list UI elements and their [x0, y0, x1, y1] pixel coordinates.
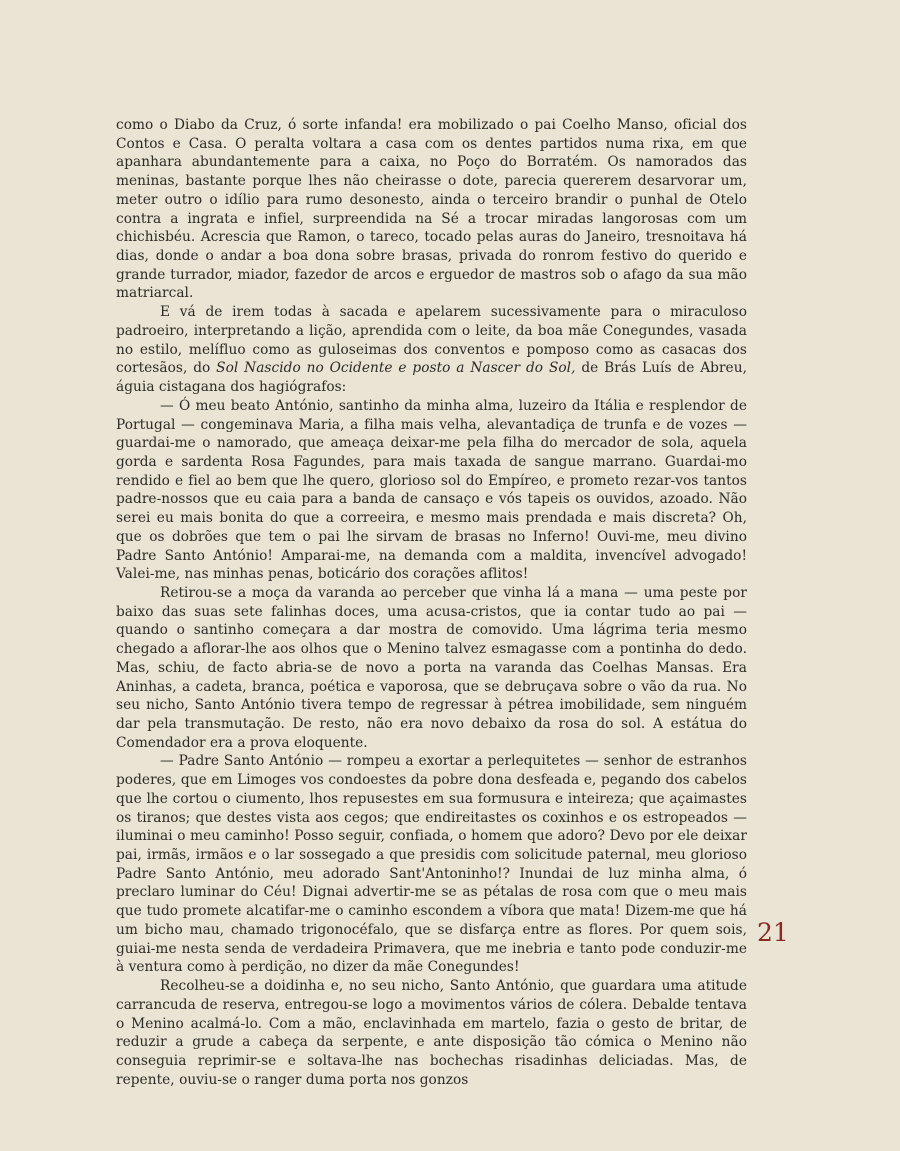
paragraph-1: como o Diabo da Cruz, ó sorte infanda! era mobilizado o pai Coelho Manso, oficial dos Contos e Casa. O peralta voltara a casa com os dentes partidos numa rixa, em que apanhara abundantemente para a caixa, no Poço do Borratém. Os namorados das meninas, bastante porque lhes não cheirasse o dote, parecia quererem desarvorar um, meter outro o idílio para rumo desonesto, ainda o terceiro brandir o punhal de Otelo contra a ingrata e infiel, surpreendida na Sé a trocar miradas langorosas com um chichisbéu. Acrescia que Ramon, o tareco, tocado pelas auras do Janeiro, tresnoitava há dias, donde o andar a boa dona sobre brasas, privada do ronrom festivo do querido e grande turrador, miador, fazedor de arcos e erguedor de mastros sob o afago da sua mão matriarcal. [116, 117, 747, 302]
book-title-italic: Sol Nascido no Ocidente e posto a Nascer do Sol, [216, 360, 576, 377]
paragraph-6: Recolheu-se a doidinha e, no seu nicho, Santo António, que guardara uma atitude carrancuda de reserva, entregou-se logo a movimentos vários de cólera. Debalde tentava o Menino acalmá-lo. Com a mão, enclavinhada em martelo, fazia o gesto de britar, de reduzir a grude a cabeça da serpente, e ante disposição tão cómica o Menino não conseguia reprimir-se e soltava-lhe nas bochechas risadinhas deliciadas. Mas, de repente, ouviu-se o ranger duma porta nos gonzos [116, 978, 747, 1088]
paragraph-2-end: de Brás Luís de Abreu, águia cistagana dos hagiógrafos: [116, 360, 747, 396]
page-number: 21 [757, 918, 789, 947]
body-text [116, 116, 747, 1089]
paragraph-2-start: E vá de irem todas à sacada e apelarem sucessivamente para o miraculoso padroeiro, interpretando a lição, aprendida com o leite, da boa mãe Conegundes, vasada no estilo, melífluo como as guloseimas dos conventos e pomposo como as casacas dos cortesãos, do [116, 304, 747, 377]
paragraph-2 [116, 303, 747, 397]
paragraph-3: — Ó meu beato António, santinho da minha alma, luzeiro da Itália e resplendor de Portugal — congeminava Maria, a filha mais velha, alevantadiça de trunfa e de vozes — guardai-me o namorado, que ameaça deixar-me pela filha do mercador de sola, aquela gorda e sardenta Rosa Fagundes, para mais taxada de sangue marrano. Guardai-mo rendido e fiel ao bem que lhe quero, glorioso sol do Empíreo, e prometo rezar-vos tantos padre-nossos que eu caia para a banda de cansaço e vós tapeis os ouvidos, azoado. Não serei eu mais bonita do que a correeira, e mesmo mais prendada e mais discreta? Oh, que os dobrões que tem o pai lhe sirvam de brasas no Inferno! Ouvi-me, meu divino Padre Santo António! Amparai-me, na demanda com a maldita, invencível advogado! Valei-me, nas minhas penas, boticário dos corações aflitos! [116, 397, 747, 583]
paragraph-4: Retirou-se a moça da varanda ao perceber que vinha lá a mana — uma peste por baixo das suas sete falinhas doces, uma acusa-cristos, que ia contar tudo ao pai — quando o santinho começara a dar mostra de comovido. Uma lágrima teria mesmo chegado a aflorar-lhe aos olhos que o Menino talvez esmagasse com a pontinha do dedo. Mas, schiu, de facto abria-se de novo a porta na varanda das Coelhas Mansas. Era Aninhas, a cadeta, branca, poética e vaporosa, que se debruçava sobre o vão da rua. No seu nicho, Santo António tivera tempo de regressar à pétrea imobilidade, sem ninguém dar pela transmutação. De resto, não era novo debaixo da rosa do sol. A estátua do Comendador era a prova eloquente. [116, 584, 747, 751]
paragraph-5: — Padre Santo António — rompeu a exortar a perlequitetes — senhor de estranhos poderes, que em Limoges vos condoestes da pobre dona desfeada e, pegando dos cabelos que lhe cortou o ciumento, lhos repusestes em sua formusura e inteireza; que açaimastes os tiranos; que destes vista aos cegos; que endireitastes os coxinhos e os estropeados — iluminai o meu caminho! Posso seguir, confiada, o homem que adoro? Devo por ele deixar pai, irmãs, irmãos e o lar sossegado a que presidis com solicitude paternal, meu glorioso Padre Santo António, meu adorado Sant'Antoninho!? Inundai de luz minha alma, ó preclaro luminar do Céu! Dignai advertir-me se as pétalas de rosa com que o meu mais que tudo promete alcatifar-me o caminho escondem a víbora que mata! Dizem-me que há um bicho mau, chamado trigonocéfalo, que se disfarça entre as flores. Por quem sois, guiai-me nesta senda de verdadeira Primavera, que me inebria e tanto pode conduzir-me à ventura como à perdição, no dizer da mãe Conegundes! [116, 753, 747, 976]
